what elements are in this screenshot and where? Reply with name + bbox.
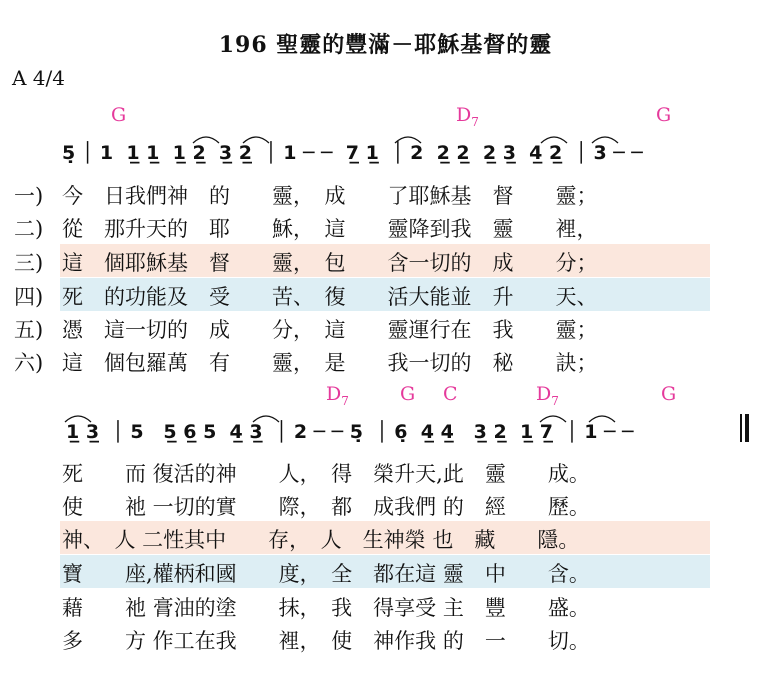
music-notation-line-1: 5̣ │ 1 1̲ 1̲ 1̲ 2̲ 3̲ 2̲ │ 1 ─ ─ 7̲ 1̲ │ 2 2̲ 2̲ 2̲ 3̲ 4̲ 2̲ │ 3 ─ ─ bbox=[62, 142, 643, 164]
slur bbox=[592, 137, 618, 143]
slur bbox=[243, 137, 269, 143]
slur bbox=[193, 137, 219, 143]
lyric-line: 從 那升天的 耶 穌， 這 靈降到我 靈 裡， bbox=[62, 217, 598, 241]
slur bbox=[395, 137, 421, 143]
lyric-line: 使 祂 一切的實 際， 都 成我們 的 經 歷。 bbox=[62, 495, 590, 519]
slur bbox=[65, 416, 91, 422]
lyric-line: 神、 人 二性其中 存， 人 生神榮 也 藏 隱。 bbox=[62, 528, 580, 552]
chord-symbol: C bbox=[443, 383, 458, 405]
slur bbox=[253, 416, 279, 422]
chord-symbol: $D_7$ bbox=[536, 383, 559, 408]
lyric-line: 死 而 復活的神 人， 得 榮升天,此 靈 成。 bbox=[62, 462, 590, 486]
lyric-line: 多 方 作工在我 裡， 使 神作我 的 一 切。 bbox=[62, 629, 590, 653]
verse-label: 三) bbox=[14, 251, 44, 275]
chord-symbol: G bbox=[661, 383, 677, 405]
hymn-title: 196 聖靈的豐滿－耶穌基督的靈 bbox=[218, 32, 553, 58]
slur bbox=[541, 137, 567, 143]
verse-label: 六) bbox=[14, 351, 44, 375]
key-time-signature: A 4/4 bbox=[12, 66, 65, 90]
verse-label: 四) bbox=[14, 285, 44, 309]
verse-label: 五) bbox=[14, 318, 44, 342]
verse-label: 二) bbox=[14, 217, 44, 241]
lyric-line: 這 個耶穌基 督 靈， 包 含一切的 成 分； bbox=[62, 251, 598, 275]
lyric-line: 死 的功能及 受 苦、 復 活大能並 升 天、 bbox=[62, 285, 598, 309]
lyric-line: 這 個包羅萬 有 靈， 是 我一切的 秘 訣； bbox=[62, 351, 598, 375]
verse-label: 一) bbox=[14, 184, 44, 208]
lyric-line: 憑 這一切的 成 分， 這 靈運行在 我 靈； bbox=[62, 318, 598, 342]
chord-symbol: G bbox=[656, 104, 672, 126]
chord-symbol: $D_7$ bbox=[326, 383, 349, 408]
lyric-line: 今 日我們神 的 靈， 成 了耶穌基 督 靈； bbox=[62, 184, 598, 208]
slur bbox=[540, 416, 566, 422]
slur bbox=[589, 416, 615, 422]
chord-symbol: $D_7$ bbox=[456, 104, 479, 129]
chord-symbol: G bbox=[111, 104, 127, 126]
lyric-line: 藉 祂 膏油的塗 抹， 我 得享受 主 豐 盛。 bbox=[62, 596, 590, 620]
chord-symbol: G bbox=[400, 383, 416, 405]
music-notation-line-2: 1̲ 3̲ │ 5 5̲ 6̲ 5 4̲ 3̲ │ 2 ─ ─ 5̣ │ 6̣ 4̲ 4̲ 3̲ 2̲ 1̲ 7̲ │ 1 ─ ─ bbox=[66, 421, 634, 443]
lyric-line: 寶 座,權柄和國 度， 全 都在這 靈 中 含。 bbox=[62, 562, 590, 586]
